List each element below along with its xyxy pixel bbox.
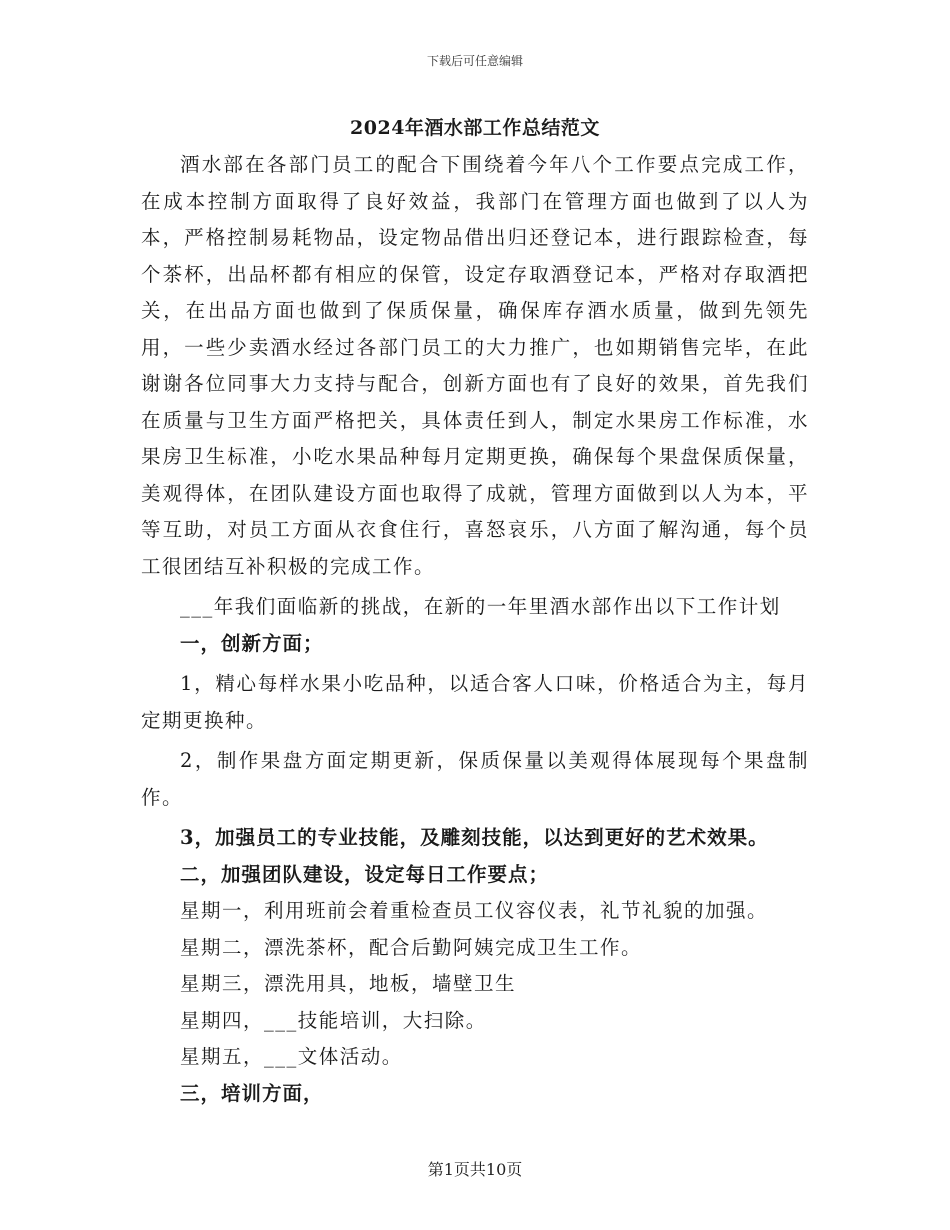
schedule-tuesday: 星期二，漂洗茶杯，配合后勤阿姨完成卫生工作。 [180, 935, 643, 959]
plan-item-3: 3，加强员工的专业技能，及雕刻技能，以达到更好的艺术效果。 [180, 826, 769, 849]
schedule-thursday: 星期四，___技能培训，大扫除。 [180, 1008, 487, 1032]
page-footer: 第1页共10页 [427, 1160, 523, 1179]
header-note: 下载后可任意编辑 [426, 54, 523, 68]
plan-item-2: 2，制作果盘方面定期更新，保质保量以美观得体展现每个果盘制作。 [141, 749, 809, 809]
section-heading-innovation: 一，创新方面； [180, 631, 324, 655]
plan-intro-paragraph: ___年我们面临新的挑战，在新的一年里酒水部作出以下工作计划 [180, 595, 781, 618]
schedule-friday: 星期五，___文体活动。 [180, 1045, 403, 1068]
summary-paragraph: 酒水部在各部门员工的配合下围绕着今年八个工作要点完成工作，在成本控制方面取得了良好效益，我部门在管理方面也做到了以人为本，严格控制易耗物品，设定物品借出归还登记本，进行跟踪检查，每个茶杯，出品杯都有相应的保管，设定存取酒登记本，严格对存取酒把关，在出品方面也做到了保质保量，确保库存酒水质量，做到先领先用，一些少卖酒水经过各部门员工的大力推广，也如期销售完毕，在此谢谢各位同事大力支持与配合，创新方面也有了良好的效果，首先我们在质量与卫生方面严格把关，具体责任到人，制定水果房工作标准，水果房卫生标准，小吃水果品种每月定期更换，确保每个果盘保质保量，美观得体，在团队建设方面也取得了成就，管理方面做到以人为本，平等互助，对员工方面从衣食住行，喜怒哀乐，八方面了解沟通，每个员工很团结互补积极的完成工作。 [141, 153, 809, 578]
document-body [141, 147, 809, 1112]
document-title: 2024年酒水部工作总结范文 [350, 117, 600, 139]
section-heading-training: 三，培训方面， [180, 1081, 324, 1105]
schedule-monday: 星期一，利用班前会着重检查员工仪容仪表，礼节礼貌的加强。 [180, 899, 769, 922]
schedule-wednesday: 星期三，漂洗用具，地板，墙壁卫生 [180, 972, 517, 995]
plan-item-1: 1，精心每样水果小吃品种，以适合客人口味，价格适合为主，每月定期更换种。 [141, 672, 809, 732]
section-heading-team: 二，加强团队建设，设定每日工作要点； [180, 862, 550, 886]
